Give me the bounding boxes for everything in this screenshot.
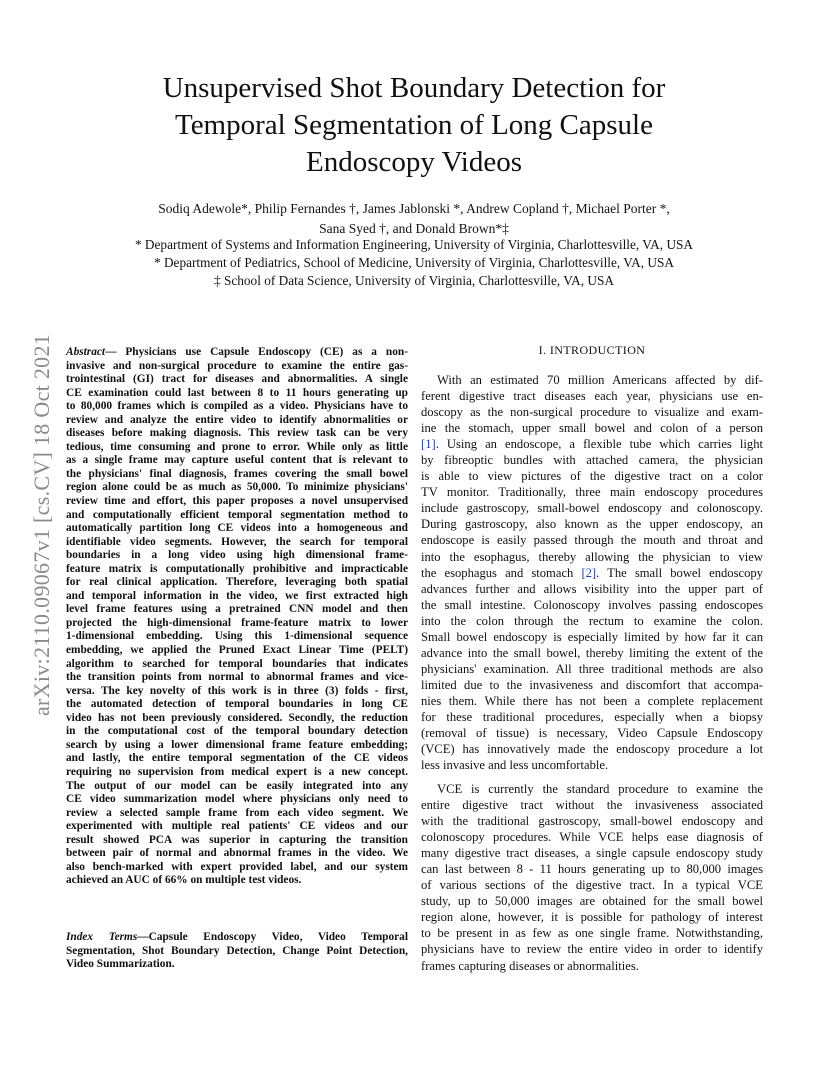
abstract-line: requiring no supervision from medical expert is a new concept. bbox=[66, 765, 408, 778]
abstract-line: identifiable video segments. However, the search for temporal bbox=[66, 535, 408, 548]
body-line: ferent digestive tract diseases each year, physicians use en- bbox=[421, 389, 763, 404]
abstract-line: search by using a lower dimensional frame feature embedding; bbox=[66, 738, 408, 751]
abstract-line: level frame features using a pretrained CNN model and then bbox=[66, 603, 408, 616]
body-line: physicians' examination. All three traditional methods are also bbox=[421, 661, 763, 676]
body-line: ine the stomach, upper small bowel and colon of a person bbox=[421, 421, 763, 436]
abstract-line: and lastly, the entire temporal segmentation of the CE videos bbox=[66, 752, 408, 765]
abstract-line: region alone could be as much as 50,000. To minimize physicians' bbox=[66, 481, 408, 494]
abstract-line: the physicians' final diagnosis, frames covering the small bowel bbox=[66, 467, 408, 480]
body-line: is able to view pictures of the digestive tract on a color bbox=[421, 469, 763, 484]
body-line: (VCE) has innovatively made the endoscopy procedure a lot bbox=[421, 742, 763, 757]
body-line: for these traditional procedures, especially when a biopsy bbox=[421, 709, 763, 724]
body-line: During gastroscopy, also known as the upper endoscopy, an bbox=[421, 517, 763, 532]
abstract-line: for real clinical application. Therefore, leveraging both spatial bbox=[66, 576, 408, 589]
abstract-line: experimented with multiple real patients' CE videos and our bbox=[66, 820, 408, 833]
body-line: of various sections of the digestive tract. In a typical VCE bbox=[421, 878, 763, 893]
body-line: [1]. Using an endoscope, a flexible tube which carries light bbox=[421, 437, 763, 452]
index-terms-line: Index Terms—Capsule Endoscopy Video, Video Temporal bbox=[66, 931, 408, 943]
title-line: Temporal Segmentation of Long Capsule bbox=[175, 109, 653, 141]
title-line: Unsupervised Shot Boundary Detection for bbox=[162, 72, 666, 104]
index-terms bbox=[66, 931, 408, 972]
abstract-line: result showed PCA was superior in capturing the transition bbox=[66, 833, 408, 846]
abstract-line: versa. The key novelty of this work is in three (3) folds - first, bbox=[66, 684, 408, 697]
section-heading: I. INTRODUCTION bbox=[538, 343, 646, 357]
body-line: the esophagus and stomach [2]. The small bowel endoscopy bbox=[421, 565, 763, 580]
abstract-line: as a single frame may capture useful content that is relevant to bbox=[66, 454, 408, 467]
abstract-line: and computationally efficient temporal segmentation method to bbox=[66, 508, 408, 521]
body-line: With an estimated 70 million Americans affected by dif- bbox=[437, 373, 763, 387]
abstract-line: the transition points from normal to abnormal frames and vice- bbox=[66, 671, 408, 684]
index-terms-line: Video Summarization. bbox=[66, 958, 175, 971]
abstract-line: also bench-marked with expert provided label, and our system bbox=[66, 860, 408, 873]
body-line: can last between 8 - 11 hours generating up to 80,000 images bbox=[421, 862, 763, 877]
body-line: the small intestine. Colonoscopy involves passing endoscopes bbox=[421, 597, 763, 612]
abstract-line: boundaries in a long video using high dimensional frame- bbox=[66, 549, 408, 562]
body-line: (removal of tissue) is necessary, Video Capsule Endoscopy bbox=[421, 726, 763, 741]
affiliation-line: ‡ School of Data Science, University of Virginia, Charlottesville, VA, USA bbox=[213, 273, 615, 288]
body-line: limited due to the invasiveness and discomfort that accompa- bbox=[421, 677, 763, 692]
abstract-line: projected the high-dimensional frame-feature matrix to lower bbox=[66, 616, 408, 629]
abstract-line: tedious, time consuming and prone to error. While only as little bbox=[66, 440, 408, 453]
index-terms-line: Segmentation, Shot Boundary Detection, Change Point Detection, bbox=[66, 944, 408, 957]
abstract-line: video has not been previously considered. Secondly, the reduction bbox=[66, 711, 408, 724]
intro-paragraph-2 bbox=[421, 781, 763, 974]
abstract-line: diseases before making diagnosis. This review task can be very bbox=[66, 427, 408, 440]
index-terms-label: Index Terms bbox=[66, 931, 138, 943]
abstract-line: CE video summarization model where physicians only need to bbox=[66, 793, 408, 806]
abstract-line: invasive and non-surgical procedure to examine the entire gas- bbox=[66, 359, 408, 372]
abstract-line: trointestinal (GI) tract for diseases and abnormalities. A single bbox=[66, 373, 408, 386]
body-line: Small bowel endoscopy is especially limited by how far it can bbox=[421, 629, 763, 644]
body-line: many digestive tract diseases, a single capsule endoscopy study bbox=[421, 846, 763, 861]
abstract-line: to 80,000 frames which is compiled as a video. Physicians have to bbox=[66, 400, 408, 413]
body-line: advance into the small bowel, thereby limiting the extent of the bbox=[421, 645, 763, 660]
abstract-line: 1-dimensional embedding. Using this 1-dimensional sequence bbox=[66, 630, 408, 643]
citation-link[interactable]: [1] bbox=[421, 437, 436, 452]
abstract-line: embedding, we applied the Pruned Exact Linear Time (PELT) bbox=[66, 644, 408, 657]
affiliations bbox=[80, 236, 748, 290]
body-line: with the traditional gastroscopy, small-bowel endoscopy and bbox=[421, 814, 763, 829]
body-line: endoscope is easily passed through the mouth and throat and bbox=[421, 533, 763, 548]
author-line: Sodiq Adewole*, Philip Fernandes †, James Jablonski *, Andrew Copland †, Michael Porter *, bbox=[158, 201, 670, 216]
abstract-line: review time and effort, this paper proposes a novel unsupervised bbox=[66, 495, 408, 508]
body-line: region alone, however, it is possible for pathology of interest bbox=[421, 910, 763, 925]
abstract-line: algorithm to searched for temporal boundaries that indicates bbox=[66, 657, 408, 670]
body-line: by fibreoptic bundles with attached camera, the physician bbox=[421, 453, 763, 468]
abstract-line: feature matrix is computationally prohibitive and impracticable bbox=[66, 562, 408, 575]
body-line: entire digestive tract without the invasiveness associated bbox=[421, 798, 763, 813]
body-line: VCE is currently the standard procedure to examine the bbox=[437, 782, 763, 796]
abstract-label: Abstract bbox=[66, 346, 106, 358]
abstract-line: The output of our model can be easily integrated into any bbox=[66, 779, 408, 792]
body-line: nies them. While there has not been a complete replacement bbox=[421, 693, 763, 708]
body-line: doscopy as the non-surgical procedure to visualize and exam- bbox=[421, 405, 763, 420]
abstract-line: and temporal information in the video, we first extracted high bbox=[66, 589, 408, 602]
abstract-line: the automated detection of temporal boundaries in long CE bbox=[66, 698, 408, 711]
author-list bbox=[80, 199, 748, 239]
body-line: to be present in as few as one single frame. Notwithstanding, bbox=[421, 926, 763, 941]
title-line: Endoscopy Videos bbox=[305, 146, 522, 178]
abstract-line: review a selected sample frame from each video segment. We bbox=[66, 806, 408, 819]
affiliation-line: * Department of Systems and Information Engineering, University of Virginia, Charlottesville, VA, USA bbox=[134, 237, 694, 252]
abstract-line: review and analyze the entire video to identify abnormalities or bbox=[66, 413, 408, 426]
body-line: frames capturing diseases or abnormalities. bbox=[421, 958, 639, 973]
intro-paragraph-1 bbox=[421, 372, 763, 773]
author-line: Sana Syed †, and Donald Brown*‡ bbox=[319, 221, 509, 236]
citation-link[interactable]: [2] bbox=[581, 565, 597, 580]
abstract-line: Abstract— Physicians use Capsule Endoscopy (CE) as a non- bbox=[66, 346, 408, 358]
arxiv-stamp-text: arXiv:2110.09067v1 [cs.CV] 18 Oct 2021 bbox=[29, 333, 54, 717]
body-line: into the esophagus, thereby allowing the physician to view bbox=[421, 549, 763, 564]
body-line: study, up to 50,000 images are obtained for the small bowel bbox=[421, 894, 763, 909]
abstract bbox=[66, 346, 408, 888]
paper-title bbox=[100, 70, 728, 181]
body-line: advances further and allows visibility into the upper part of bbox=[421, 581, 763, 596]
abstract-line: achieved an AUC of 66% on multiple test videos. bbox=[66, 874, 302, 887]
abstract-line: between pair of normal and abnormal frames in the video. We bbox=[66, 847, 408, 860]
arxiv-stamp bbox=[22, 290, 62, 760]
abstract-line: automatically partition long CE videos into a homogeneous and bbox=[66, 522, 408, 535]
body-line: include gastroscopy, small-bowel endoscopy and colonoscopy. bbox=[421, 501, 763, 516]
abstract-line: CE examination could last between 8 to 11 hours generating up bbox=[66, 386, 408, 399]
body-line: into the colon through the rectum to examine the colon. bbox=[421, 613, 763, 628]
body-line: less invasive and less uncomfortable. bbox=[421, 758, 609, 773]
body-line: TV monitor. Traditionally, three main endoscopy procedures bbox=[421, 485, 763, 500]
body-line: colonoscopy procedures. While VCE helps ease diagnosis of bbox=[421, 830, 763, 845]
abstract-line: in the computational cost of the temporal boundary detection bbox=[66, 725, 408, 738]
affiliation-line: * Department of Pediatrics, School of Medicine, University of Virginia, Charlottesville, VA, USA bbox=[153, 255, 675, 270]
body-line: physicians have to review the entire video in order to identify bbox=[421, 942, 763, 957]
